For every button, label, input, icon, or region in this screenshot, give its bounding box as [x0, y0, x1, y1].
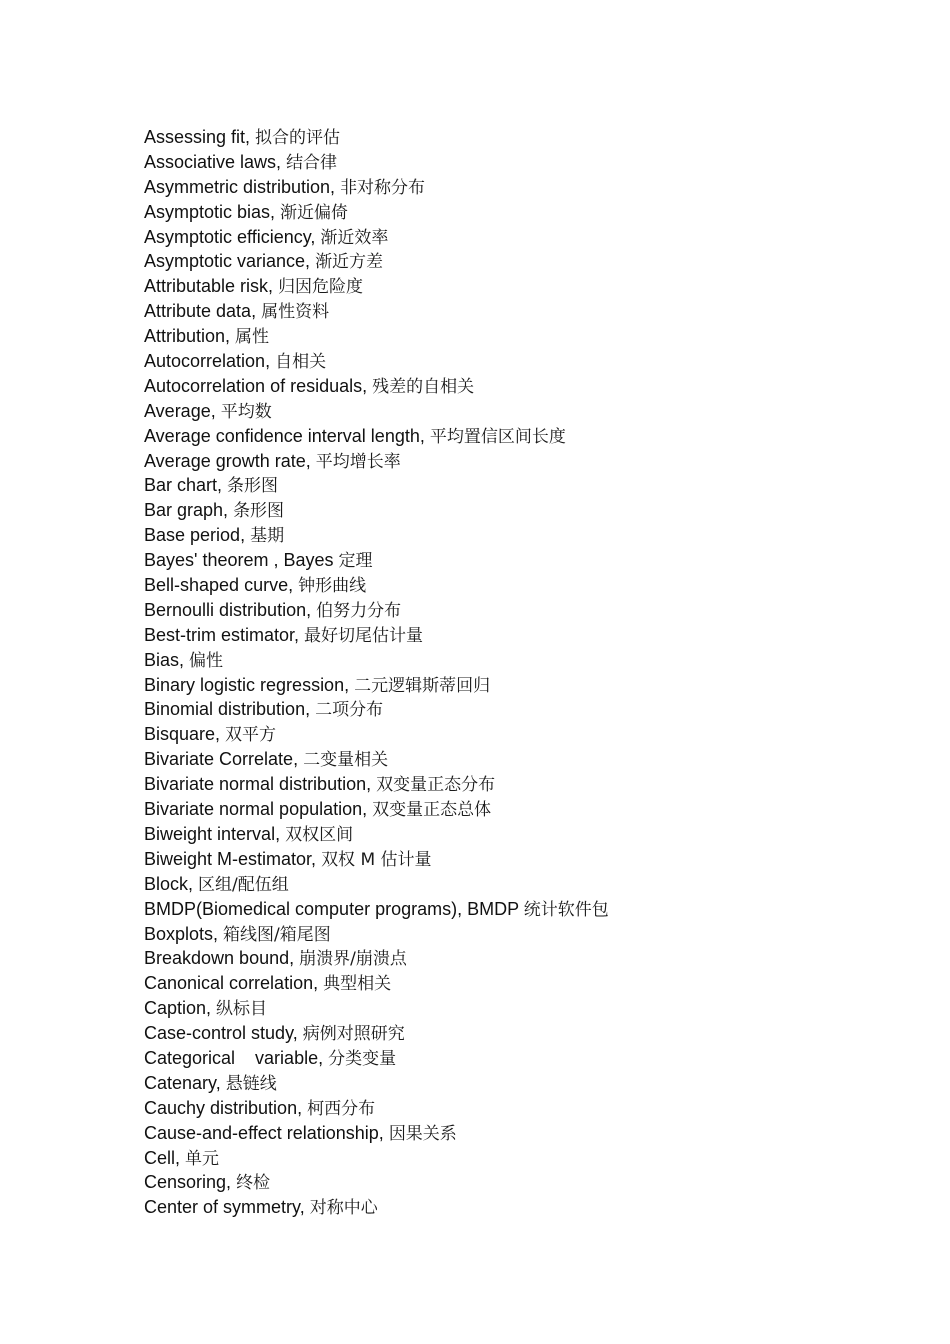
glossary-entry	[144, 349, 904, 374]
entry-translation: 双权区间	[285, 824, 354, 845]
entry-translation: 双变量正态总体	[372, 800, 492, 821]
glossary-entry	[144, 1071, 904, 1096]
entry-translation: 二项分布	[315, 700, 384, 721]
glossary-entry	[144, 872, 904, 897]
entry-translation: 对称中心	[309, 1198, 378, 1219]
entry-term: Attributable risk,	[144, 276, 279, 297]
entry-term: Cauchy distribution,	[144, 1097, 308, 1118]
entry-translation: 悬链线	[225, 1073, 277, 1094]
entry-term: Asymptotic efficiency,	[144, 226, 321, 247]
glossary-entry	[144, 175, 904, 200]
glossary-entry	[144, 822, 904, 847]
glossary-entry	[144, 1021, 904, 1046]
entry-term: Average confidence interval length,	[144, 425, 430, 446]
entry-term: Biweight M-estimator,	[144, 848, 322, 869]
glossary-list	[144, 125, 904, 1220]
glossary-entry	[144, 922, 904, 947]
entry-term: Attribution,	[144, 326, 236, 347]
entry-translation: 病例对照研究	[302, 1024, 405, 1045]
entry-translation: 二变量相关	[303, 750, 389, 771]
glossary-entry	[144, 1046, 904, 1071]
glossary-entry	[144, 697, 904, 722]
glossary-entry	[144, 125, 904, 150]
entry-translation: 渐近偏倚	[280, 202, 349, 223]
entry-term: Bisquare,	[144, 724, 226, 745]
entry-term: Asymptotic bias,	[144, 201, 281, 222]
entry-translation: 箱线图/箱尾图	[223, 924, 331, 945]
entry-translation: 属性	[235, 327, 270, 348]
entry-term: Autocorrelation,	[144, 351, 276, 372]
entry-translation: 双平方	[225, 725, 277, 746]
glossary-entry	[144, 847, 904, 872]
entry-translation: 结合律	[286, 152, 338, 173]
entry-translation: 统计软件包	[523, 899, 609, 920]
entry-translation: 因果关系	[388, 1123, 457, 1144]
glossary-entry	[144, 1096, 904, 1121]
entry-translation: 定理	[338, 551, 373, 572]
entry-translation: 伯努力分布	[316, 600, 402, 621]
entry-translation: 平均置信区间长度	[429, 426, 566, 447]
entry-term: Bivariate normal population,	[144, 799, 373, 820]
entry-translation: 条形图	[227, 476, 279, 497]
entry-term: Case-control study,	[144, 1023, 303, 1044]
glossary-entry	[144, 498, 904, 523]
entry-term: Block,	[144, 873, 199, 894]
glossary-entry	[144, 971, 904, 996]
entry-term: Asymptotic variance,	[144, 251, 316, 272]
glossary-entry	[144, 722, 904, 747]
entry-translation: 钟形曲线	[298, 576, 367, 597]
glossary-entry	[144, 1195, 904, 1220]
entry-term: Associative laws,	[144, 151, 287, 172]
entry-term: Base period,	[144, 525, 251, 546]
entry-term: Center of symmetry,	[144, 1197, 310, 1218]
entry-term: Binomial distribution,	[144, 699, 316, 720]
glossary-entry	[144, 946, 904, 971]
glossary-entry	[144, 1170, 904, 1195]
glossary-entry	[144, 598, 904, 623]
entry-translation: 双变量正态分布	[376, 775, 496, 796]
entry-translation: 区组/配伍组	[198, 874, 289, 895]
glossary-entry	[144, 1146, 904, 1171]
entry-translation: 纵标目	[216, 999, 268, 1020]
glossary-entry	[144, 200, 904, 225]
entry-term: Bernoulli distribution,	[144, 599, 317, 620]
entry-term: Bayes' theorem , Bayes	[144, 550, 339, 571]
entry-term: Censoring,	[144, 1172, 237, 1193]
glossary-entry	[144, 548, 904, 573]
entry-translation: 分类变量	[328, 1048, 397, 1069]
entry-translation: 条形图	[233, 501, 285, 522]
entry-term: Average growth rate,	[144, 450, 316, 471]
entry-term: Caption,	[144, 998, 217, 1019]
glossary-entry	[144, 274, 904, 299]
entry-term: BMDP(Biomedical computer programs), BMDP	[144, 898, 524, 919]
glossary-entry	[144, 996, 904, 1021]
entry-term: Bar chart,	[144, 475, 228, 496]
entry-term: Canonical correlation,	[144, 973, 324, 994]
entry-translation: 柯西分布	[307, 1098, 376, 1119]
glossary-entry	[144, 747, 904, 772]
entry-translation: 崩溃界/崩溃点	[299, 949, 407, 970]
entry-translation: 二元逻辑斯蒂回归	[354, 675, 491, 696]
entry-translation: 双权 M 估计量	[321, 849, 432, 870]
entry-term: Binary logistic regression,	[144, 674, 355, 695]
entry-translation: 拟合的评估	[255, 128, 341, 148]
entry-term: Cell,	[144, 1147, 186, 1168]
entry-term: Asymmetric distribution,	[144, 176, 341, 197]
entry-translation: 基期	[250, 526, 285, 547]
glossary-entry	[144, 897, 904, 922]
entry-translation: 渐近方差	[315, 252, 384, 273]
entry-term: Cause-and-effect relationship,	[144, 1122, 389, 1143]
entry-term: Bell-shaped curve,	[144, 575, 299, 596]
entry-term: Categorical variable,	[144, 1047, 329, 1068]
entry-term: Bivariate normal distribution,	[144, 774, 377, 795]
glossary-entry	[144, 374, 904, 399]
glossary-entry	[144, 623, 904, 648]
glossary-entry	[144, 399, 904, 424]
entry-term: Bar graph,	[144, 500, 234, 521]
entry-translation: 属性资料	[261, 302, 330, 323]
entry-term: Assessing fit,	[144, 127, 256, 147]
glossary-entry	[144, 225, 904, 250]
glossary-entry	[144, 150, 904, 175]
glossary-entry	[144, 797, 904, 822]
entry-translation: 自相关	[275, 352, 327, 373]
glossary-entry	[144, 673, 904, 698]
entry-translation: 渐近效率	[320, 227, 389, 248]
glossary-entry	[144, 473, 904, 498]
entry-translation: 残差的自相关	[372, 376, 475, 397]
entry-translation: 典型相关	[323, 974, 392, 995]
entry-translation: 终检	[236, 1173, 271, 1194]
entry-term: Bivariate Correlate,	[144, 749, 304, 770]
glossary-entry	[144, 772, 904, 797]
entry-term: Breakdown bound,	[144, 948, 300, 969]
entry-term: Attribute data,	[144, 301, 262, 322]
entry-term: Average,	[144, 400, 221, 421]
glossary-entry	[144, 249, 904, 274]
entry-term: Autocorrelation of residuals,	[144, 375, 373, 396]
entry-term: Best-trim estimator,	[144, 624, 305, 645]
entry-translation: 归因危险度	[278, 277, 364, 298]
entry-translation: 偏性	[189, 650, 224, 671]
glossary-entry	[144, 648, 904, 673]
glossary-entry	[144, 523, 904, 548]
entry-translation: 平均数	[220, 401, 272, 422]
glossary-entry	[144, 324, 904, 349]
entry-translation: 单元	[185, 1148, 220, 1169]
entry-translation: 非对称分布	[340, 177, 426, 198]
entry-term: Catenary,	[144, 1072, 226, 1093]
entry-translation: 最好切尾估计量	[304, 625, 424, 646]
entry-term: Biweight interval,	[144, 823, 286, 844]
glossary-entry	[144, 449, 904, 474]
glossary-entry	[144, 424, 904, 449]
glossary-entry	[144, 1121, 904, 1146]
glossary-entry	[144, 573, 904, 598]
entry-term: Boxplots,	[144, 923, 224, 944]
entry-term: Bias,	[144, 649, 190, 670]
entry-translation: 平均增长率	[315, 451, 401, 472]
glossary-entry	[144, 299, 904, 324]
